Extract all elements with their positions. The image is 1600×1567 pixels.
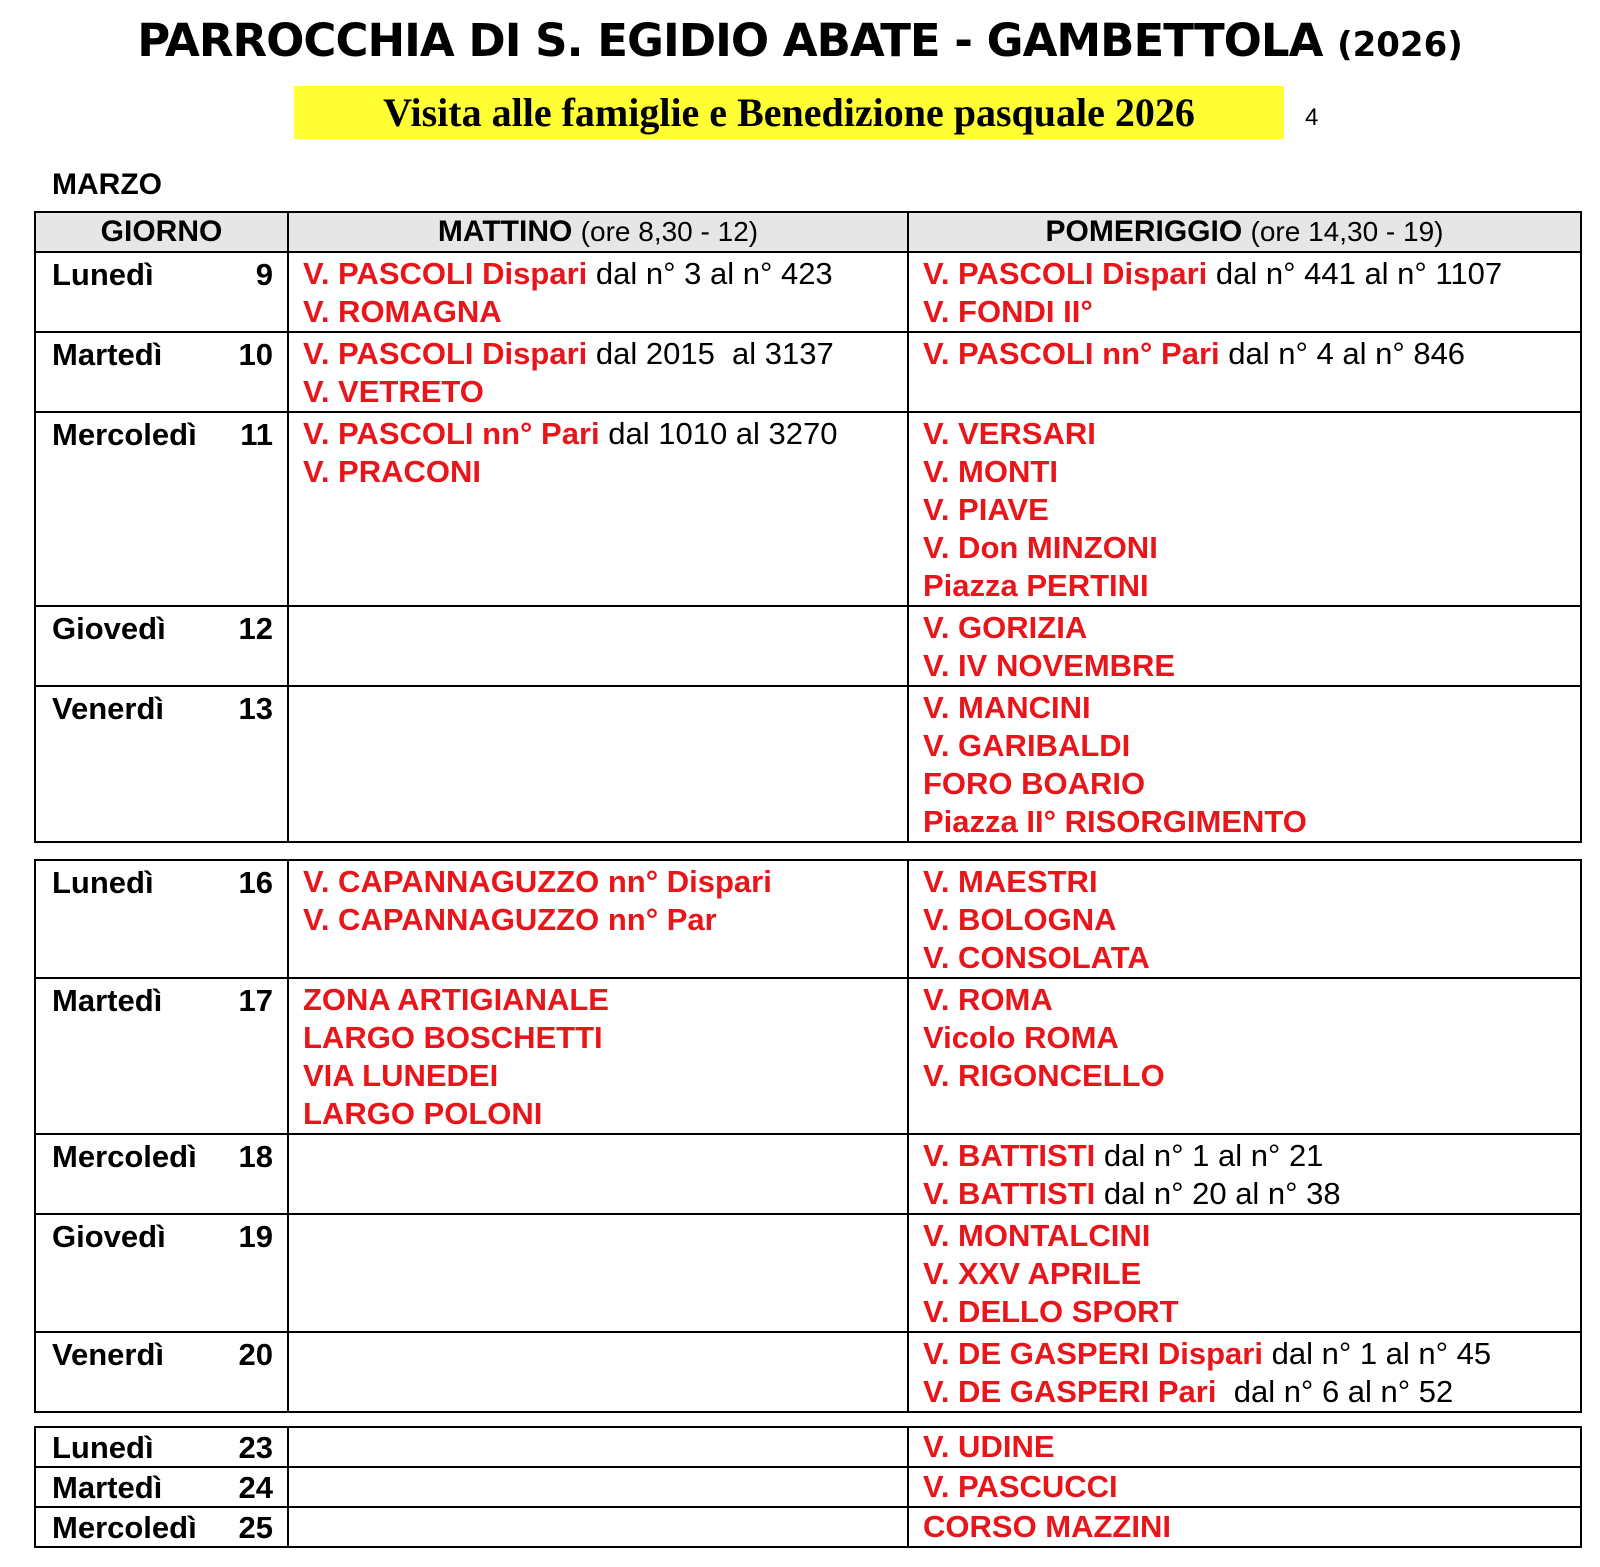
house-number-range: dal n° 20 al n° 38 [1095, 1176, 1341, 1211]
table-row [35, 686, 1581, 842]
day-name: Giovedì [52, 611, 166, 646]
street-entry [303, 981, 893, 1019]
header-morning-hours: (ore 8,30 - 12) [580, 216, 759, 247]
house-number-range: dal n° 3 al n° 423 [587, 256, 833, 291]
day-name: Lunedì [52, 257, 154, 292]
street-entry [923, 1428, 1566, 1466]
street-name: V. UDINE [923, 1429, 1055, 1464]
street-name: V. PASCOLI Dispari [303, 336, 588, 371]
street-name: V. MANCINI [923, 690, 1091, 725]
street-entry [923, 1293, 1566, 1331]
day-label [52, 983, 273, 1019]
street-entry [923, 491, 1566, 529]
day-name: Martedì [52, 337, 163, 372]
street-name: V. BOLOGNA [923, 902, 1117, 937]
street-name: V. GARIBALDI [923, 728, 1131, 763]
street-name: V. MONTALCINI [923, 1218, 1151, 1253]
street-name: LARGO BOSCHETTI [303, 1020, 603, 1055]
day-label [52, 337, 273, 373]
day-label [52, 1337, 273, 1373]
table-row [35, 606, 1581, 686]
street-entry [923, 609, 1566, 647]
day-label [52, 691, 273, 727]
street-name: V. CAPANNAGUZZO nn° Dispari [303, 864, 772, 899]
header-afternoon-label: POMERIGGIO [1045, 215, 1243, 248]
street-entry [923, 863, 1566, 901]
street-entry [303, 1019, 893, 1057]
house-number-range: dal 2015 al 3137 [587, 336, 834, 371]
street-entry [923, 567, 1566, 605]
schedule-table-week-3 [34, 1426, 1582, 1548]
day-name: Mercoledì [52, 1139, 197, 1174]
day-cell [35, 686, 288, 842]
day-name: Lunedì [52, 865, 154, 900]
day-cell [35, 978, 288, 1134]
day-cell [35, 1214, 288, 1332]
day-number: 11 [240, 417, 273, 452]
day-number: 18 [238, 1139, 273, 1174]
afternoon-cell [908, 1134, 1581, 1214]
street-entry [923, 803, 1566, 841]
header-day [35, 212, 288, 252]
street-name: V. RIGONCELLO [923, 1058, 1165, 1093]
header-afternoon-hours: (ore 14,30 - 19) [1250, 216, 1444, 247]
day-cell [35, 606, 288, 686]
morning-cell [288, 412, 908, 606]
day-cell [35, 412, 288, 606]
afternoon-cell [908, 1467, 1581, 1507]
street-name: V. IV NOVEMBRE [923, 648, 1176, 683]
schedule-table-week-2 [34, 859, 1582, 1413]
street-name: V. PASCOLI Dispari [303, 256, 588, 291]
afternoon-cell [908, 1214, 1581, 1332]
page-title [0, 14, 1600, 67]
day-name: Martedì [52, 1470, 163, 1505]
header-day-label: GIORNO [100, 215, 223, 248]
day-label [52, 1510, 273, 1546]
street-entry [923, 529, 1566, 567]
day-cell [35, 1427, 288, 1467]
street-entry [303, 453, 893, 491]
table-row [35, 252, 1581, 332]
street-entry [923, 1468, 1566, 1506]
day-label [52, 1219, 273, 1255]
day-number: 12 [238, 611, 273, 646]
page-number: 4 [1305, 104, 1319, 131]
street-name: V. MONTI [923, 454, 1058, 489]
street-name: V. PIAVE [923, 492, 1049, 527]
street-entry [923, 335, 1566, 373]
table-row [35, 978, 1581, 1134]
street-entry [923, 255, 1566, 293]
street-entry [923, 1373, 1566, 1411]
street-name: V. ROMAGNA [303, 294, 502, 329]
street-name: V. MAESTRI [923, 864, 1098, 899]
street-name: V. Don MINZONI [923, 530, 1158, 565]
street-name: V. VERSARI [923, 416, 1096, 451]
day-name: Mercoledì [52, 1510, 197, 1545]
day-label [52, 1139, 273, 1175]
morning-cell [288, 978, 908, 1134]
table-row [35, 1214, 1581, 1332]
day-name: Mercoledì [52, 417, 197, 452]
header-morning [288, 212, 908, 252]
street-entry [923, 1019, 1566, 1057]
street-name: V. DELLO SPORT [923, 1294, 1179, 1329]
street-entry [923, 415, 1566, 453]
street-entry [303, 373, 893, 411]
day-cell [35, 332, 288, 412]
house-number-range: dal n° 6 al n° 52 [1216, 1374, 1454, 1409]
street-entry [303, 1095, 893, 1133]
day-label [52, 611, 273, 647]
street-name: V. PASCOLI nn° Pari [303, 416, 600, 451]
morning-cell [288, 1507, 908, 1547]
table-row [35, 1427, 1581, 1467]
street-name: V. DE GASPERI Pari [923, 1374, 1217, 1409]
day-cell [35, 1332, 288, 1412]
day-number: 20 [238, 1337, 273, 1372]
afternoon-cell [908, 606, 1581, 686]
street-name: Piazza II° RISORGIMENTO [923, 804, 1307, 839]
street-name: Piazza PERTINI [923, 568, 1149, 603]
morning-cell [288, 606, 908, 686]
street-entry [303, 1057, 893, 1095]
street-name: V. VETRETO [303, 374, 484, 409]
month-label: MARZO [52, 168, 162, 201]
day-number: 13 [238, 691, 273, 726]
afternoon-cell [908, 412, 1581, 606]
street-name: V. CAPANNAGUZZO nn° Par [303, 902, 717, 937]
street-name: FORO BOARIO [923, 766, 1146, 801]
day-label [52, 865, 273, 901]
day-name: Venerdì [52, 691, 164, 726]
table-row [35, 1332, 1581, 1412]
afternoon-cell [908, 332, 1581, 412]
street-name: V. PASCOLI nn° Pari [923, 336, 1220, 371]
street-entry [923, 689, 1566, 727]
street-entry [303, 335, 893, 373]
day-number: 16 [238, 865, 273, 900]
morning-cell [288, 1214, 908, 1332]
street-name: V. PASCOLI Dispari [923, 256, 1208, 291]
street-name: V. XXV APRILE [923, 1256, 1142, 1291]
street-name: ZONA ARTIGIANALE [303, 982, 609, 1017]
street-name: CORSO MAZZINI [923, 1509, 1171, 1544]
street-entry [303, 293, 893, 331]
title-text: PARROCCHIA DI S. EGIDIO ABATE - GAMBETTOLA [137, 14, 1323, 67]
street-entry [923, 727, 1566, 765]
table-row [35, 412, 1581, 606]
street-name: V. BATTISTI [923, 1176, 1096, 1211]
day-cell [35, 1467, 288, 1507]
day-number: 19 [238, 1219, 273, 1254]
street-name: V. PASCUCCI [923, 1469, 1118, 1504]
afternoon-cell [908, 686, 1581, 842]
street-entry [303, 863, 893, 901]
house-number-range: dal n° 441 al n° 1107 [1207, 256, 1503, 291]
day-cell [35, 860, 288, 978]
street-entry [303, 255, 893, 293]
street-entry [923, 647, 1566, 685]
table-row [35, 332, 1581, 412]
street-entry [923, 939, 1566, 977]
street-name: V. FONDI II° [923, 294, 1093, 329]
afternoon-cell [908, 1427, 1581, 1467]
table-row [35, 1467, 1581, 1507]
street-entry [923, 1508, 1566, 1546]
afternoon-cell [908, 1507, 1581, 1547]
table-header-row [35, 212, 1581, 252]
schedule-table-week-1 [34, 211, 1582, 843]
street-name: V. DE GASPERI Dispari [923, 1336, 1263, 1371]
day-label [52, 257, 273, 293]
street-name: V. GORIZIA [923, 610, 1088, 645]
house-number-range: dal n° 4 al n° 846 [1219, 336, 1466, 371]
title-year: (2026) [1337, 25, 1463, 65]
street-entry [923, 293, 1566, 331]
street-name: V. CONSOLATA [923, 940, 1150, 975]
street-entry [923, 765, 1566, 803]
header-morning-label: MATTINO [437, 215, 573, 248]
day-number: 25 [238, 1510, 273, 1545]
street-name: V. BATTISTI [923, 1138, 1096, 1173]
morning-cell [288, 252, 908, 332]
day-number: 17 [238, 983, 273, 1018]
subtitle-banner: Visita alle famiglie e Benedizione pasquale 2026 [294, 86, 1284, 139]
street-name: V. ROMA [923, 982, 1053, 1017]
morning-cell [288, 1134, 908, 1214]
morning-cell [288, 1427, 908, 1467]
street-entry [303, 901, 893, 939]
street-entry [923, 453, 1566, 491]
morning-cell [288, 1467, 908, 1507]
street-entry [923, 1137, 1566, 1175]
afternoon-cell [908, 252, 1581, 332]
street-entry [923, 1335, 1566, 1373]
table-row [35, 860, 1581, 978]
morning-cell [288, 332, 908, 412]
day-cell [35, 1507, 288, 1547]
street-name: VIA LUNEDEI [303, 1058, 499, 1093]
morning-cell [288, 1332, 908, 1412]
street-entry [923, 1057, 1566, 1095]
house-number-range: dal 1010 al 3270 [599, 416, 838, 451]
house-number-range: dal n° 1 al n° 21 [1095, 1138, 1324, 1173]
day-cell [35, 252, 288, 332]
morning-cell [288, 860, 908, 978]
street-name: V. PRACONI [303, 454, 482, 489]
table-row [35, 1507, 1581, 1547]
day-label [52, 1470, 273, 1506]
day-cell [35, 1134, 288, 1214]
day-name: Martedì [52, 983, 163, 1018]
afternoon-cell [908, 1332, 1581, 1412]
day-label [52, 417, 273, 453]
street-name: LARGO POLONI [303, 1096, 543, 1131]
day-number: 23 [238, 1430, 273, 1465]
day-name: Giovedì [52, 1219, 166, 1254]
day-number: 9 [255, 257, 273, 292]
day-number: 24 [238, 1470, 273, 1505]
day-name: Venerdì [52, 1337, 164, 1372]
afternoon-cell [908, 978, 1581, 1134]
street-name: Vicolo ROMA [923, 1020, 1119, 1055]
morning-cell [288, 686, 908, 842]
street-entry [303, 415, 893, 453]
street-entry [923, 1217, 1566, 1255]
house-number-range: dal n° 1 al n° 45 [1262, 1336, 1492, 1371]
street-entry [923, 1175, 1566, 1213]
street-entry [923, 981, 1566, 1019]
day-label [52, 1430, 273, 1466]
street-entry [923, 1255, 1566, 1293]
day-number: 10 [238, 337, 273, 372]
street-entry [923, 901, 1566, 939]
afternoon-cell [908, 860, 1581, 978]
table-row [35, 1134, 1581, 1214]
day-name: Lunedì [52, 1430, 154, 1465]
header-afternoon [908, 212, 1581, 252]
